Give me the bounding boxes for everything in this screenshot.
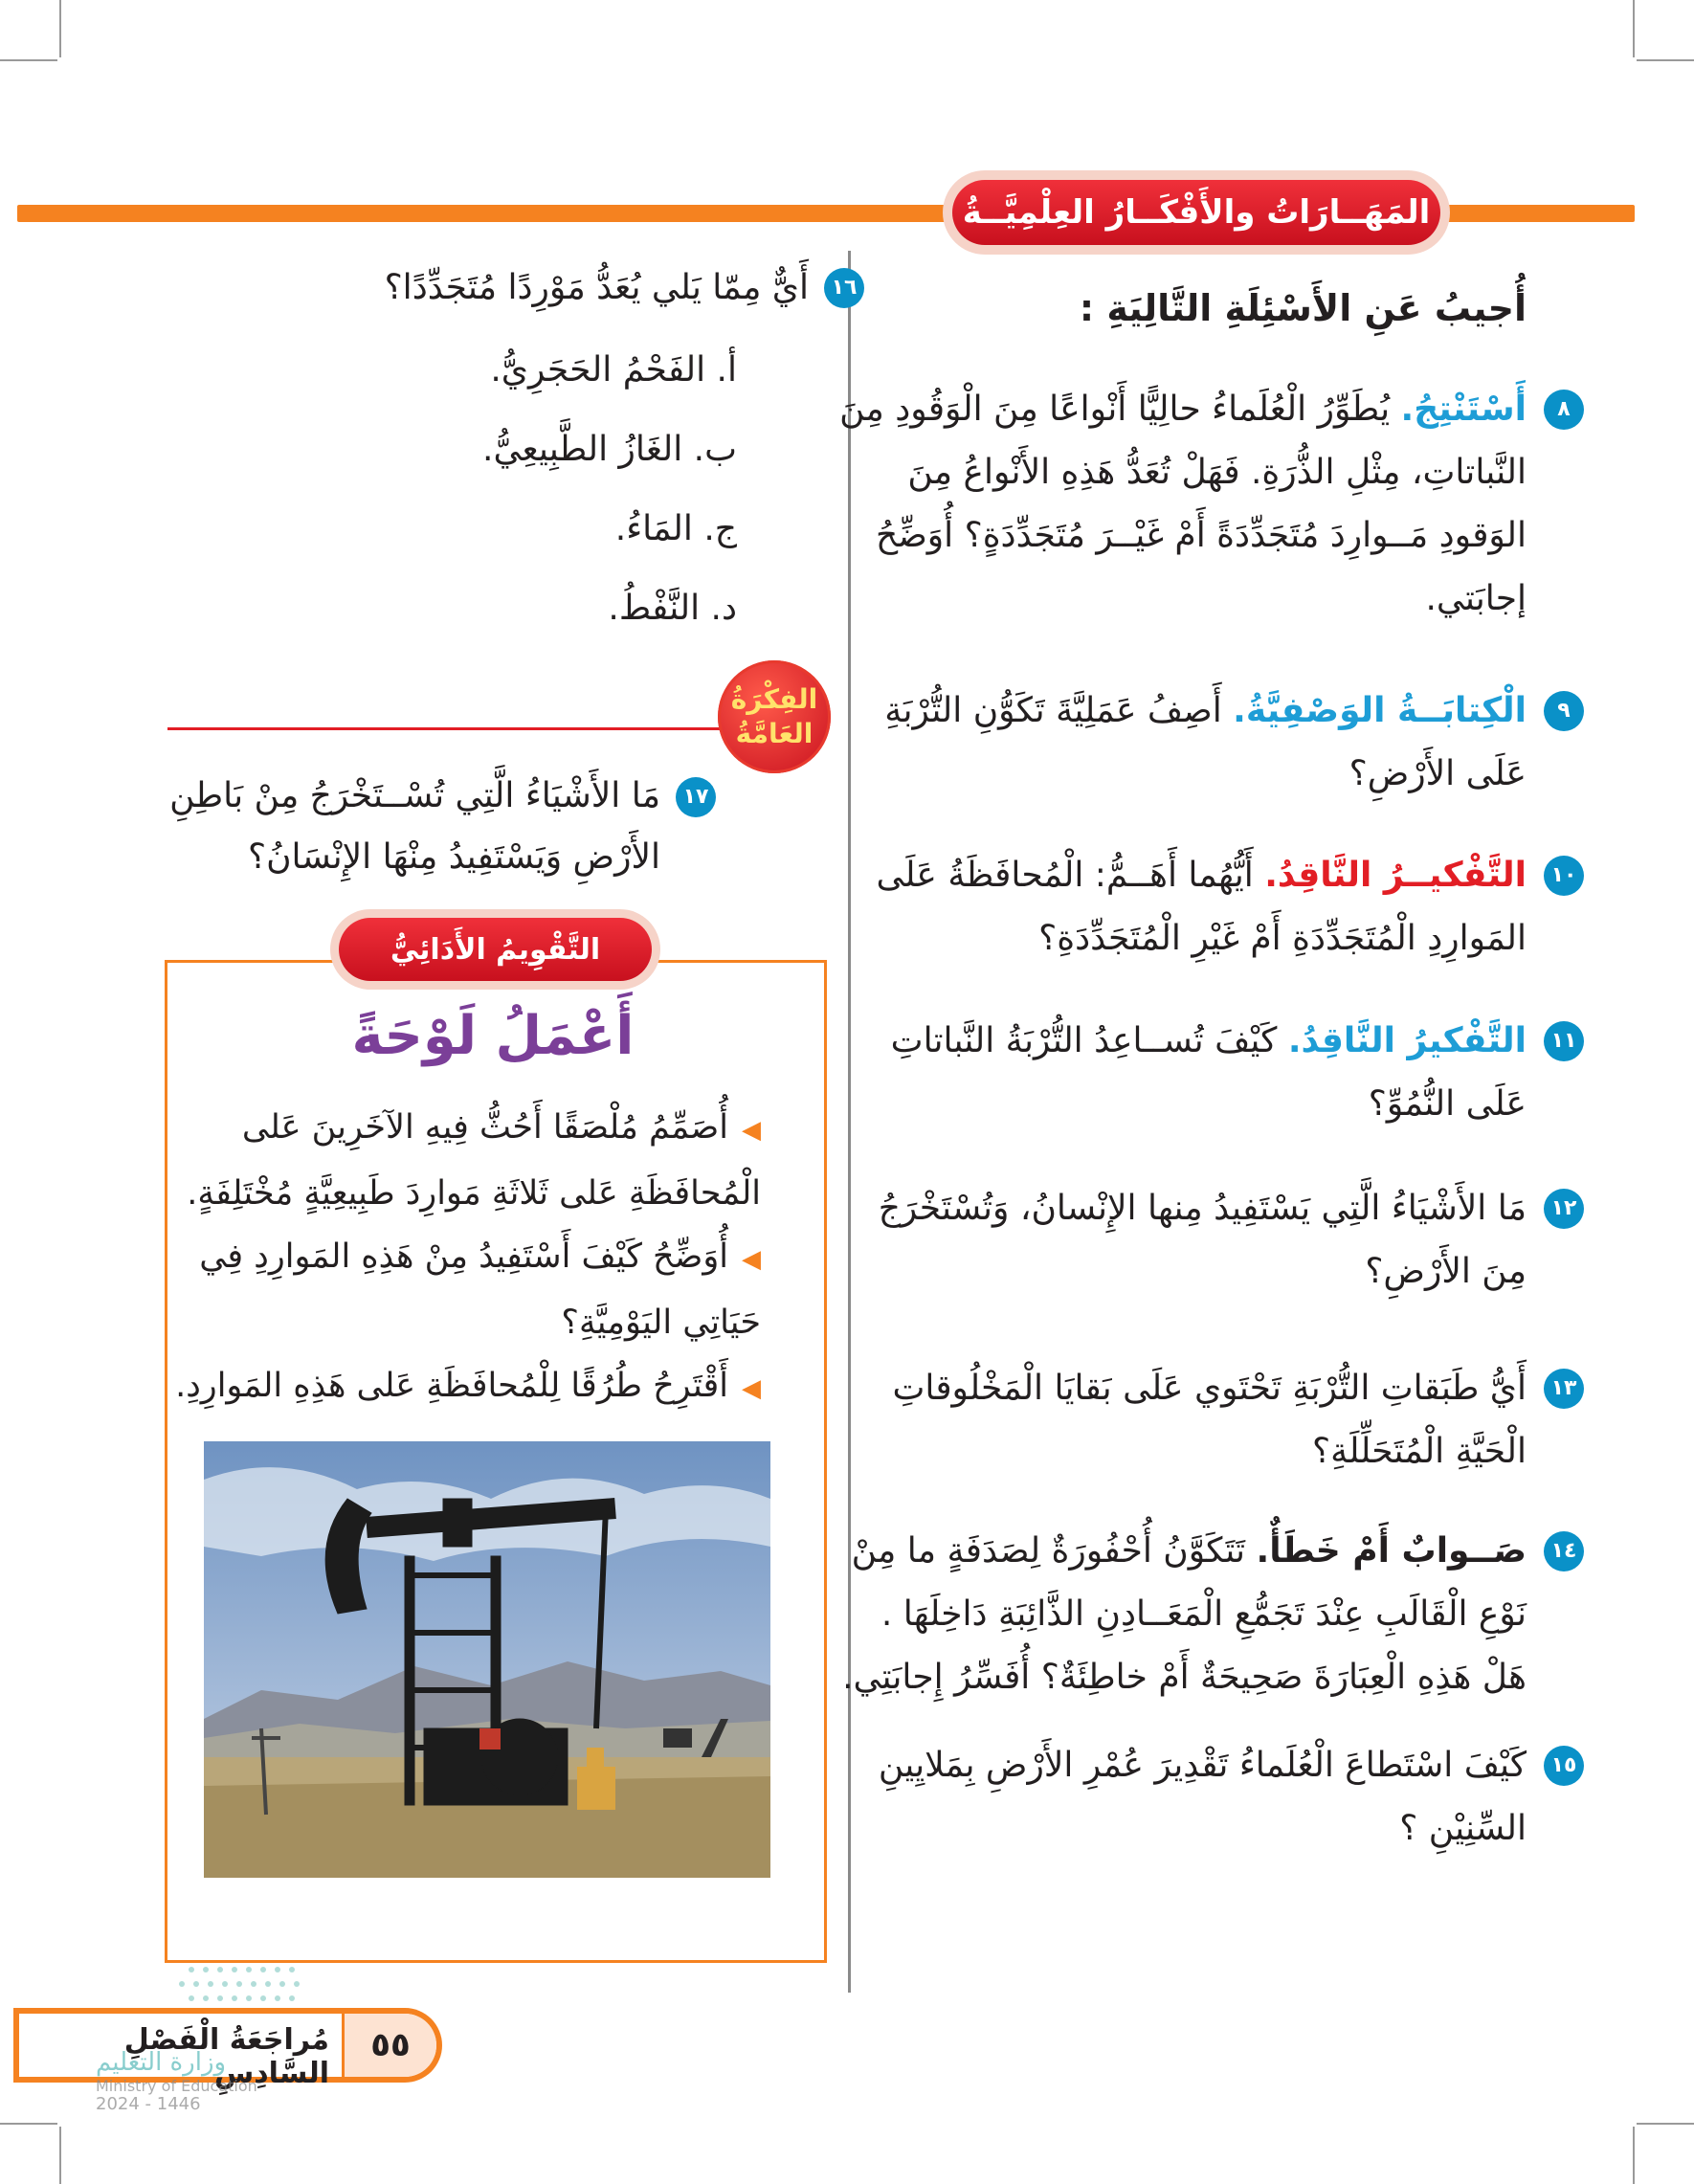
bullet-item (139, 1225, 761, 1354)
question-text: أَيُّ طَبَقاتِ التُّرْبَةِ تَحْتَوي عَلَى بَقايَا الْمَخْلُوقاتِ الْحَيَّةِ الْمُتَحَلِّلَةِ؟ (892, 1369, 1527, 1471)
question-9 (828, 680, 1571, 806)
question-13 (828, 1357, 1577, 1483)
big-idea-line1: الفِكْرَةُ (730, 683, 818, 715)
triangle-bullet-icon: ◀ (742, 1245, 761, 1274)
big-idea-badge (718, 660, 831, 773)
question-text: مَا الأَشْيَاءُ الَّتِي تُسْــتَخْرَجُ مِنْ بَاطِنِ الأَرْضِ وَيَسْتَفِيدُ مِنْهَا الإِنْسَانُ؟ (169, 776, 660, 877)
crop-mark (1637, 2123, 1694, 2125)
option-c: ج. المَاءُ. (614, 509, 737, 548)
section-banner (943, 170, 1450, 255)
crop-mark (1633, 2127, 1635, 2184)
ministry-watermark: وزارة التعليم (96, 2048, 227, 2077)
question-17 (163, 766, 709, 888)
question-keyword: التَّفْكيــرُ النَّاقِدُ. (1264, 856, 1527, 895)
question-15 (828, 1734, 1577, 1861)
question-keyword: الْكِتابَــةُ الوَصْفِيَّةُ. (1233, 691, 1527, 730)
question-text: أَيٌّ مِمّا يَلي يُعَدُّ مَوْرِدًا مُتَجَدِّدًا؟ (384, 268, 809, 307)
question-number: ١٧ (676, 777, 716, 817)
question-number: ٩ (1544, 691, 1584, 731)
option-a: أ. الفَحْمُ الحَجَرِيُّ. (490, 350, 737, 390)
question-number: ١٣ (1544, 1369, 1584, 1409)
question-11 (828, 1010, 1577, 1136)
question-16 (263, 256, 858, 320)
question-10 (828, 844, 1577, 970)
triangle-bullet-icon: ◀ (742, 1116, 761, 1145)
question-number: ١١ (1544, 1021, 1584, 1061)
chapter-label: مُراجَعَةُ الْفَصْلِ السَّادِسِ (123, 2023, 329, 2090)
instruction: أُجيبُ عَنِ الأَسْئِلَةِ التَّالِيَةِ : (1079, 287, 1527, 329)
crop-mark (1637, 59, 1694, 61)
question-number: ٨ (1544, 390, 1584, 430)
crop-mark (59, 0, 61, 57)
ministry-watermark-en: Ministry of Education (96, 2077, 257, 2095)
question-keyword: التَّفْكيرُ النَّاقِدُ. (1287, 1021, 1527, 1060)
option-b: ب. الغَازُ الطَّبِيعِيُّ. (482, 430, 737, 469)
question-12 (828, 1177, 1577, 1304)
question-keyword: أَسْتَنْتِجُ. (1400, 390, 1527, 429)
question-keyword: صَــوابٌ أَمْ خَطَأٌ. (1256, 1531, 1527, 1571)
crop-mark (1633, 0, 1635, 57)
question-number: ١٤ (1544, 1531, 1584, 1571)
question-text: أَيُّهُما أَهَــمُّ: الْمُحافَظَةُ عَلَى المَوارِدِ الْمُتَجَدِّدَةِ أَمْ غَيْرِ الْمُتَجَدِّدَةِ؟ (876, 856, 1527, 958)
question-number: ١٢ (1544, 1189, 1584, 1229)
question-text: مَا الأَشْيَاءُ الَّتِي يَسْتَفِيدُ مِنها الإِنْسانُ، وَتُسْتَخْرَجُ مِنَ الأَرْضِ؟ (878, 1189, 1527, 1291)
question-text: كَيْفَ تُســاعِدُ التُّرْبَةُ النَّباتاتِ عَلَى النُّمُوِّ؟ (890, 1021, 1527, 1124)
poster-title: أَعْمَلُ لَوْحَةً (351, 1005, 635, 1067)
question-text: تَتَكَوَّنُ أُحْفُورَةٌ لِصَدَفَةٍ ما مِنْ نَوْعِ الْقَالَبِ عِنْدَ تَجَمُّعِ الْمَعَــادِنِ الذَّائِبَةِ دَاخِلَهَا . هَلْ هَذِهِ الْعِبَارَةَ صَحِيحَةٌ أَمْ خاطِئَةٌ؟ أُفَسِّرُ إِجابَتِي. (842, 1531, 1527, 1697)
question-8 (828, 378, 1571, 631)
crop-mark (0, 59, 57, 61)
crop-mark (0, 2123, 57, 2125)
crop-mark (59, 2127, 61, 2184)
big-idea-rule (167, 727, 723, 730)
assessment-title: التَّقْوِيمُ الأَدَائِيُّ (339, 918, 652, 981)
question-number: ١٥ (1544, 1746, 1584, 1786)
section-title: المَهَــارَاتُ والأَفْكَــارُ العِلْمِيَّــةُ (952, 180, 1440, 245)
bullet-text: أَقْتَرِحُ طُرُقًا لِلْمُحافَظَةِ عَلى هَذِهِ المَوارِدِ. (175, 1367, 728, 1405)
bullet-item (139, 1096, 761, 1225)
oil-pump-photo (204, 1441, 770, 1878)
big-idea-line2: العَامَّةُ (735, 718, 814, 749)
question-text: يُطَوِّرُ الْعُلَماءُ حالِيًّا أَنْواعًا مِنَ الْوَقُودِ مِنَ النَّباتاتِ، مِثْلِ الذُّرَةِ. فَهَلْ تُعَدُّ هَذِهِ الأَنْواعُ مِنَ الوَقودِ مَــوارِدَ مُتَجَدِّدَةً أَمْ غَيْــرَ مُتَجَدِّدَةٍ؟ أُوَضِّحُ إجابَتي. (839, 390, 1527, 618)
option-d: د. النَّفْطُ. (608, 589, 737, 628)
edition-year: 2024 - 1446 (96, 2094, 201, 2114)
question-14 (828, 1520, 1577, 1709)
page-number: ٥٥ (342, 2014, 436, 2077)
assessment-bullets (139, 1096, 761, 1420)
question-text: أَصِفُ عَمَلِيَّةَ تَكَوُّنِ التُّرْبَةِ عَلَى الأَرْضِ؟ (884, 691, 1527, 793)
assessment-banner (330, 909, 660, 990)
triangle-bullet-icon: ◀ (742, 1374, 761, 1403)
bullet-text: أُصَمِّمُ مُلْصَقًا أَحُثُّ فِيهِ الآخَرِينَ عَلى الْمُحافَظَةِ عَلى ثَلاثَةِ مَوارِدَ طَبِيعِيَّةٍ مُخْتَلِفَةٍ. (187, 1108, 761, 1213)
question-number: ١٦ (824, 268, 864, 308)
answer-options (258, 330, 737, 648)
question-number: ١٠ (1544, 856, 1584, 896)
question-text: كَيْفَ اسْتَطاعَ الْعُلَماءُ تَقْدِيرَ عُمْرِ الأَرْضِ بِمَلايِينِ السِّنِيْنِ ؟ (878, 1746, 1527, 1848)
bullet-item (139, 1354, 761, 1420)
bullet-text: أُوَضِّحُ كَيْفَ أَسْتَفِيدُ مِنْ هَذِهِ المَوارِدِ فِي حَيَاتِي اليَوْمِيَّةِ؟ (199, 1237, 761, 1342)
